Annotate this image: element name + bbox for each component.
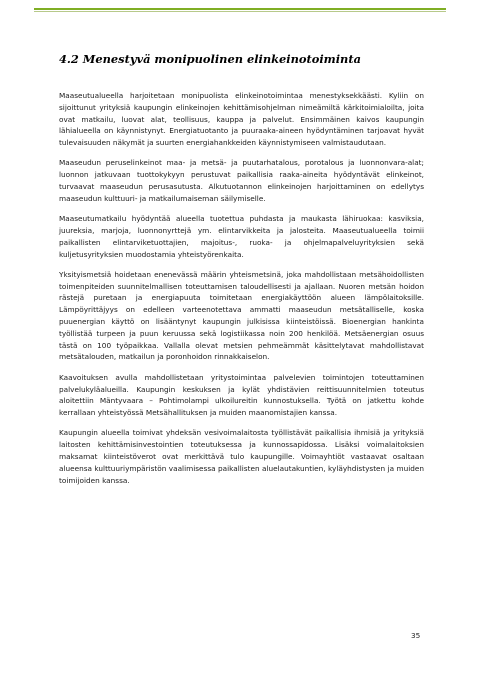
paragraph: Kaupungin alueella toimivat yhdeksän vesivoimalaitosta työllistävät paikallisia ihmisiä ja yrityksiä laitosten kehittämisinvestointien toteutuksessa ja kunnossapidossa. Lisäksi voimalaitoksien maksamat kiinteistöverot ovat merkittävä tulo kaupungille. Voimayhtiöt vastaavat osaltaan alueensa kulttuuriympäristön vaalimisessa paikallisten aluelautakuntien, kyläyhdistysten ja muiden toimijoiden kanssa. — [59, 428, 424, 485]
header-rule — [34, 8, 446, 11]
paragraph: Maaseutualueella harjoitetaan monipuolista elinkeinotoimintaa menestyksekkäästi. Kyliin on sijoittunut yrityksiä kaupungin elinkeinojen kehittämisohjelman nimeämiltä kärkitoimialoilta, joita ovat matkailu, luovat alat, teollisuus, kauppa ja palvelut. Ensimmäinen kaivos kaupungin lähialueella on käynnistynyt. Energiatuotanto ja puuraaka-aineen hyödyntäminen tarjoavat hyvät tulevaisuuden näkymät ja suurten energiahankkeiden käynnistymiseen valmistaudutaan. — [59, 91, 424, 148]
paragraph: Maaseudun peruselinkeinot maa- ja metsä- ja puutarhatalous, porotalous ja luonnonvara-alat; luonnon jatkuvaan tuottokykyyn perustuvat paikallisia raaka-aineita hyödyntävät elinkeinot, turvaavat maaseudun perusasutusta. Alkutuotannon elinkeinojen harjoittaminen on edellytys maaseudun kulttuuri- ja matkailumaiseman säilymiselle. — [59, 158, 424, 203]
header-rule-green — [34, 8, 446, 10]
paragraph: Yksityismetsiä hoidetaan enenevässä määrin yhteismetsinä, joka mahdollistaan metsähoidollisten toimenpiteiden suunnitelmallisen toteuttamisen taloudellisesti ja ajallaan. Nuoren metsän hoidon rästejä puretaan ja energiapuuta toimitetaan energiakäyttöön alueen lämpölaitoksille. Lämpöyrittäjyys on edelleen varteenotettava ammatti maaseudun metsätalliselle, koska puuenergian käyttö on lisääntynyt kaupungin julkisissa kiinteistöissä. Bioenergian hankinta työllistää turpeen ja puun keruussa sekä logistiikassa noin 200 henkilöä. Metsäenergian osuus tästä on 100 työpaikkaa. Vallalla olevat metsien pehmeämmät käsittelytavat mahdollistavat metsätalouden, matkailun ja poronhoidon rinnakkaiselon. — [59, 269, 424, 362]
paragraph: Maaseutumatkailu hyödyntää alueella tuotettua puhdasta ja maukasta lähiruokaa: kasviksia, juureksia, marjoja, luonnonyrttejä ym. elintarvikkeita ja jalosteita. Maaseutualueella toimii paikallisten elintarviketuottajien, majoitus-, ruoka- ja ohjelmapalveluyrityksien sekä kuljetusyrityksien muodostamia yhteistyörenkaita. — [59, 214, 424, 259]
paragraph: Kaavoituksen avulla mahdollistetaan yritystoimintaa palvelevien toimintojen toteuttaminen palvelukyläalueilla. Kaupungin keskuksen ja kylät yhdistävien reittisuunnitelmien toteutus aloitettiin Mäntyvaara – Pohtimolampi ulkoilureitin kunnostuksella. Työtä on jatkettu kohde kerrallaan yhteistyössä Metsähallituksen ja muiden maanomistajien kanssa. — [59, 372, 424, 418]
body-text — [59, 90, 424, 495]
section-heading: 4.2 Menestyvä monipuolinen elinkeinotoiminta — [59, 52, 361, 66]
header-rule-thin — [34, 11, 446, 12]
page-number: 35 — [411, 631, 421, 640]
